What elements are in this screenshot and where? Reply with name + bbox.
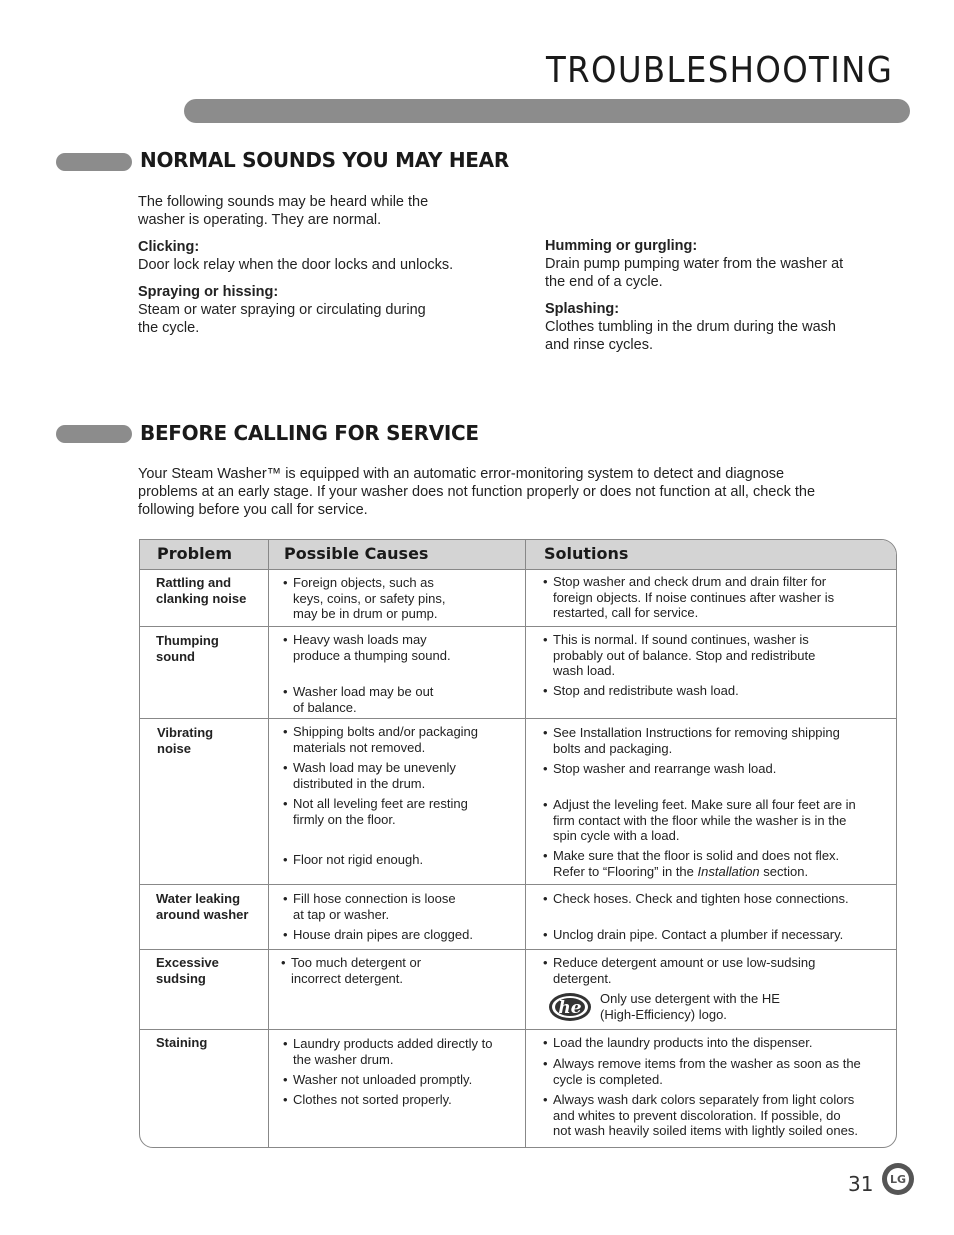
solution-item: • Stop washer and check drum and drain filter for foreign objects. If noise continues after washer is restarted, call for service. [543, 574, 834, 621]
problem-cell: Water leaking around washer [156, 891, 249, 922]
page-number: 31 [848, 1172, 874, 1196]
row-divider [140, 626, 896, 627]
solution-item: • Adjust the leveling feet. Make sure all four feet are in firm contact with the floor while the washer is in the spin cycle with a load. [543, 797, 856, 844]
table-header [140, 540, 896, 570]
problem-cell: Thumping sound [156, 633, 219, 664]
header-solutions: Solutions [544, 544, 629, 563]
problem-cell: Staining [156, 1035, 208, 1050]
sound-humming: Humming or gurgling: Drain pump pumping water from the washer at the end of a cycle. [545, 238, 844, 290]
solution-item: • Reduce detergent amount or use low-sudsing detergent. [543, 955, 815, 986]
cause-item: • Heavy wash loads may produce a thumping sound. [283, 632, 451, 663]
solution-item: • Make sure that the floor is solid and does not flex. Refer to “Flooring” in the Installation section. [543, 848, 839, 879]
sound-spraying: Spraying or hissing: Steam or water spraying or circulating during the cycle. [138, 284, 426, 336]
cause-item: • Floor not rigid enough. [283, 852, 423, 868]
header-problem: Problem [157, 544, 233, 563]
svg-text:LG: LG [889, 1173, 907, 1186]
solution-item: • Stop washer and rearrange wash load. [543, 761, 776, 777]
column-divider [525, 540, 526, 1147]
title-bar [184, 99, 910, 123]
cause-item: • Not all leveling feet are resting firmly on the floor. [283, 796, 468, 827]
page-title: TROUBLESHOOTING [546, 50, 894, 91]
solution-item: • This is normal. If sound continues, washer is probably out of balance. Stop and redistribute wash load. [543, 632, 815, 679]
cause-item: • Shipping bolts and/or packaging materials not removed. [283, 724, 478, 755]
solution-item: • Unclog drain pipe. Contact a plumber if necessary. [543, 927, 843, 943]
cause-item: • Laundry products added directly to the washer drum. [283, 1036, 492, 1067]
cause-item: • Washer not unloaded promptly. [283, 1072, 472, 1088]
cause-item: • Clothes not sorted properly. [283, 1092, 452, 1108]
row-divider [140, 949, 896, 950]
row-divider [140, 1029, 896, 1030]
he-logo-icon [548, 992, 592, 1022]
row-divider [140, 718, 896, 719]
column-divider [268, 540, 269, 1147]
cause-item: • Too much detergent or incorrect detergent. [281, 955, 421, 986]
svg-text:he: he [558, 998, 582, 1018]
cause-item: • Foreign objects, such as keys, coins, or safety pins, may be in drum or pump. [283, 575, 445, 622]
solution-item: Only use detergent with the HE (High-Efficiency) logo. [600, 991, 780, 1022]
section-marker [56, 425, 132, 443]
row-divider [140, 884, 896, 885]
cause-item: • Fill hose connection is loose at tap or washer. [283, 891, 456, 922]
solution-item: • Always wash dark colors separately from light colors and whites to prevent discoloration. If possible, do not wash heavily soiled items with lightly soiled ones. [543, 1092, 858, 1139]
solution-item: • Stop and redistribute wash load. [543, 683, 739, 699]
cause-item: • Washer load may be out of balance. [283, 684, 433, 715]
cause-item: • Wash load may be unevenly distributed in the drum. [283, 760, 456, 791]
troubleshooting-table [139, 539, 897, 1148]
solution-item: • Load the laundry products into the dispenser. [543, 1035, 812, 1051]
problem-cell: Excessive sudsing [156, 955, 219, 986]
solution-item: • Always remove items from the washer as soon as the cycle is completed. [543, 1056, 861, 1087]
solution-item: • See Installation Instructions for removing shipping bolts and packaging. [543, 725, 840, 756]
lg-logo-icon [881, 1162, 915, 1196]
service-intro: Your Steam Washer™ is equipped with an automatic error-monitoring system to detect and diagnose problems at an early stage. If your washer does not function properly or does not function at all, check the following before you call for service. [138, 466, 816, 518]
problem-cell: Rattling and clanking noise [156, 575, 247, 606]
service-heading: BEFORE CALLING FOR SERVICE [140, 421, 479, 445]
sound-clicking: Clicking: Door lock relay when the door locks and unlocks. [138, 239, 454, 273]
header-causes: Possible Causes [284, 544, 429, 563]
section-marker [56, 153, 132, 171]
solution-item: • Check hoses. Check and tighten hose connections. [543, 891, 849, 907]
sound-splashing: Splashing: Clothes tumbling in the drum during the wash and rinse cycles. [545, 301, 836, 353]
normal-sounds-intro: The following sounds may be heard while the washer is operating. They are normal. [138, 194, 429, 228]
normal-sounds-heading: NORMAL SOUNDS YOU MAY HEAR [140, 148, 509, 172]
cause-item: • House drain pipes are clogged. [283, 927, 473, 943]
problem-cell: Vibrating noise [157, 725, 214, 756]
